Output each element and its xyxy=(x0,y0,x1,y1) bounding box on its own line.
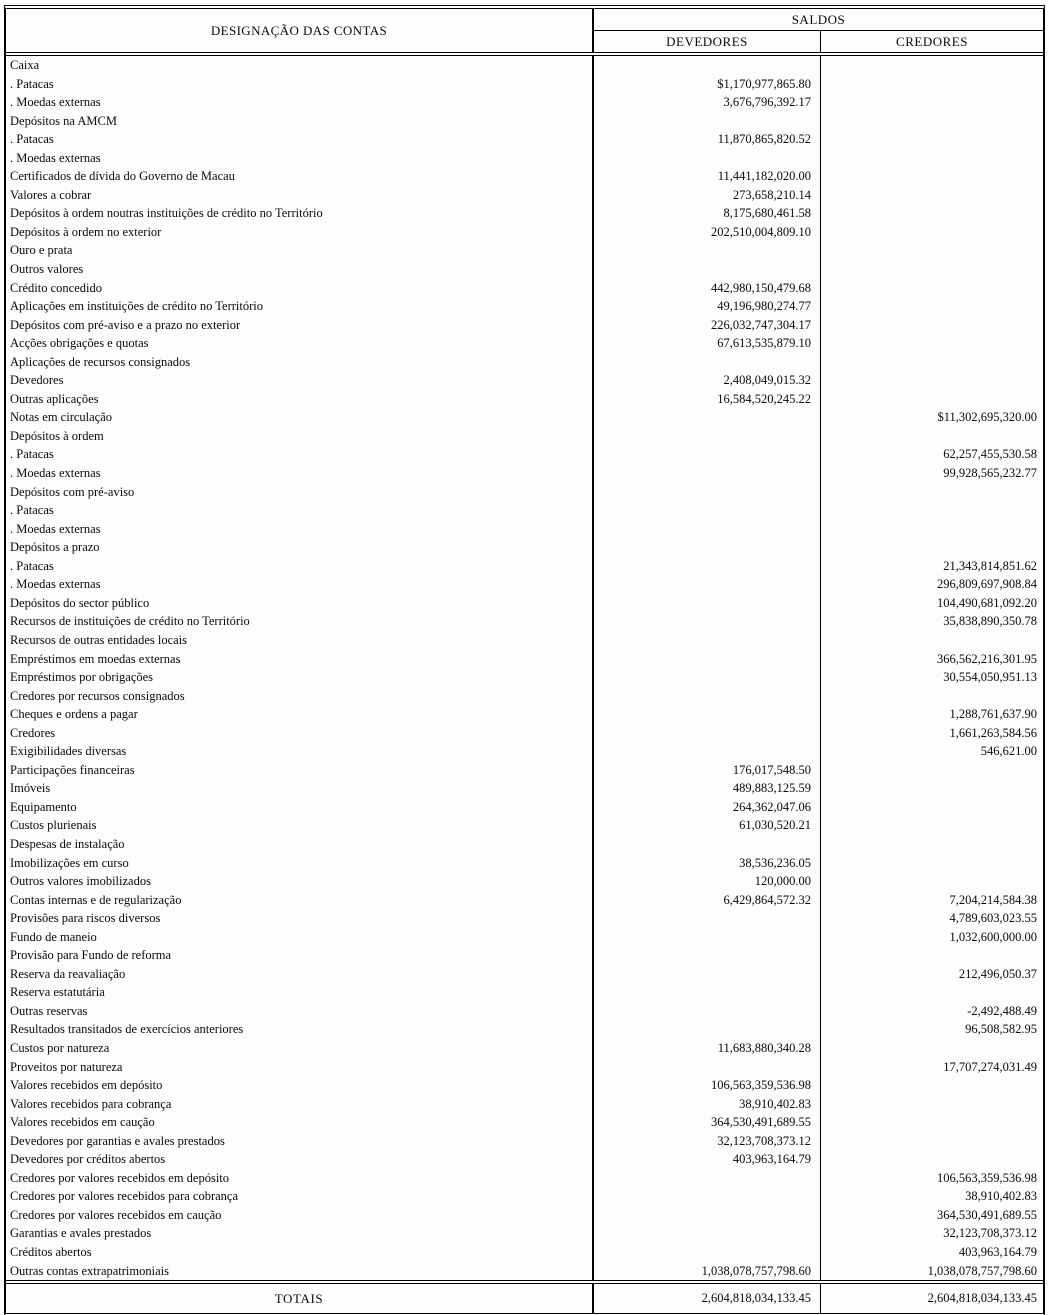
credores-value: 106,563,359,536.98 xyxy=(937,1170,1037,1185)
table-row xyxy=(6,575,1043,594)
devedores-value xyxy=(594,538,821,557)
account-label: Depósitos com pré-aviso e a prazo no exterior xyxy=(6,316,594,335)
credores-value xyxy=(821,149,1043,168)
devedores-value xyxy=(594,445,821,464)
credores-value xyxy=(821,130,1043,149)
account-label: Empréstimos em moedas externas xyxy=(6,650,594,669)
devedores-value xyxy=(594,983,821,1002)
devedores-value: 264,362,047.06 xyxy=(594,798,821,817)
devedores-value xyxy=(594,56,821,75)
credores-value xyxy=(821,779,1043,798)
header-saldos: SALDOS xyxy=(594,9,1043,31)
table-row xyxy=(6,928,1043,947)
credores-value: $11,302,695,320.00 xyxy=(937,410,1037,425)
table-row xyxy=(6,93,1043,112)
table-row xyxy=(6,167,1043,186)
table-row xyxy=(6,1058,1043,1077)
credores-value xyxy=(821,983,1043,1002)
account-label: Recursos de instituições de crédito no Território xyxy=(6,612,594,631)
table-row xyxy=(6,204,1043,223)
table-row xyxy=(6,223,1043,242)
totals-devedores-value: 2,604,818,034,133.45 xyxy=(594,1284,821,1313)
credores-value: 366,562,216,301.95 xyxy=(937,651,1037,666)
account-label: Fundo de maneio xyxy=(6,928,594,947)
table-row xyxy=(6,687,1043,706)
credores-value: 1,288,761,637.90 xyxy=(949,707,1037,722)
credores-value: 1,038,078,757,798.60 xyxy=(927,1263,1037,1278)
devedores-value: 226,032,747,304.17 xyxy=(594,316,821,335)
credores-value: 99,928,565,232.77 xyxy=(943,466,1037,481)
devedores-value: 49,196,980,274.77 xyxy=(594,297,821,316)
table-row xyxy=(6,816,1043,835)
account-label: Provisões para riscos diversos xyxy=(6,909,594,928)
devedores-value: 176,017,548.50 xyxy=(594,761,821,780)
account-label: . Patacas xyxy=(6,75,594,94)
table-row xyxy=(6,1206,1043,1225)
table-row xyxy=(6,779,1043,798)
devedores-value xyxy=(594,353,821,372)
totals-row xyxy=(6,1280,1043,1313)
account-label: Ouro e prata xyxy=(6,241,594,260)
account-label: Provisão para Fundo de reforma xyxy=(6,946,594,965)
credores-value xyxy=(821,1039,1043,1058)
credores-value xyxy=(821,56,1043,75)
account-label: Proveitos por natureza xyxy=(6,1058,594,1077)
devedores-value xyxy=(594,1187,821,1206)
credores-value: 32,123,708,373.12 xyxy=(943,1226,1037,1241)
account-label: Depósitos à ordem no exterior xyxy=(6,223,594,242)
devedores-value xyxy=(594,483,821,502)
devedores-value: 11,870,865,820.52 xyxy=(594,130,821,149)
devedores-value xyxy=(594,1169,821,1188)
table-row xyxy=(6,75,1043,94)
devedores-value xyxy=(594,650,821,669)
devedores-value xyxy=(594,260,821,279)
account-label: . Moedas externas xyxy=(6,149,594,168)
table-row xyxy=(6,316,1043,335)
account-label: Exigibilidades diversas xyxy=(6,742,594,761)
table-row xyxy=(6,650,1043,669)
credores-value xyxy=(821,316,1043,335)
devedores-value xyxy=(594,427,821,446)
table-row xyxy=(6,594,1043,613)
account-label: Valores recebidos em caução xyxy=(6,1113,594,1132)
devedores-value xyxy=(594,557,821,576)
table-row xyxy=(6,909,1043,928)
account-label: Equipamento xyxy=(6,798,594,817)
table-row xyxy=(6,557,1043,576)
account-label: . Moedas externas xyxy=(6,520,594,539)
credores-value xyxy=(821,687,1043,706)
credores-value xyxy=(821,816,1043,835)
devedores-value: 273,658,210.14 xyxy=(594,186,821,205)
devedores-value: 16,584,520,245.22 xyxy=(594,390,821,409)
header-credores: CREDORES xyxy=(896,34,968,49)
devedores-value xyxy=(594,520,821,539)
table-row xyxy=(6,464,1043,483)
devedores-value xyxy=(594,1224,821,1243)
credores-value xyxy=(821,241,1043,260)
account-label: Devedores por créditos abertos xyxy=(6,1150,594,1169)
credores-value xyxy=(821,371,1043,390)
credores-value: 35,838,890,350.78 xyxy=(943,614,1037,629)
credores-value xyxy=(821,1150,1043,1169)
table-row xyxy=(6,408,1043,427)
credores-value xyxy=(821,167,1043,186)
credores-value: 296,809,697,908.84 xyxy=(937,577,1037,592)
table-row xyxy=(6,483,1043,502)
table-row xyxy=(6,946,1043,965)
credores-value xyxy=(821,1095,1043,1114)
table-row xyxy=(6,186,1043,205)
table-row xyxy=(6,1187,1043,1206)
devedores-value: 38,910,402.83 xyxy=(594,1095,821,1114)
account-label: Cheques e ordens a pagar xyxy=(6,705,594,724)
account-label: Participações financeiras xyxy=(6,761,594,780)
table-row xyxy=(6,1113,1043,1132)
totals-label: TOTAIS xyxy=(6,1284,594,1313)
credores-value: 546,621.00 xyxy=(980,744,1037,759)
devedores-value xyxy=(594,742,821,761)
devedores-value: 489,883,125.59 xyxy=(594,779,821,798)
table-row xyxy=(6,612,1043,631)
devedores-value: 11,441,182,020.00 xyxy=(594,167,821,186)
credores-value: 96,508,582.95 xyxy=(965,1022,1037,1037)
account-label: Depósitos do sector público xyxy=(6,594,594,613)
account-label: Depósitos à ordem noutras instituições de crédito no Território xyxy=(6,204,594,223)
credores-value xyxy=(821,501,1043,520)
credores-value xyxy=(821,483,1043,502)
devedores-value xyxy=(594,575,821,594)
table-row xyxy=(6,872,1043,891)
table-row xyxy=(6,1224,1043,1243)
devedores-value xyxy=(594,668,821,687)
account-label: Outras aplicações xyxy=(6,390,594,409)
account-label: Imóveis xyxy=(6,779,594,798)
credores-value xyxy=(821,93,1043,112)
table-row xyxy=(6,705,1043,724)
credores-value xyxy=(821,204,1043,223)
credores-value xyxy=(821,260,1043,279)
account-label: Certificados de dívida do Governo de Macau xyxy=(6,167,594,186)
table-body xyxy=(6,56,1043,1280)
credores-value: 1,661,263,584.56 xyxy=(949,725,1037,740)
account-label: . Patacas xyxy=(6,501,594,520)
account-label: Despesas de instalação xyxy=(6,835,594,854)
account-label: Credores por valores recebidos para cobrança xyxy=(6,1187,594,1206)
table-row xyxy=(6,761,1043,780)
credores-value xyxy=(821,946,1043,965)
table-row xyxy=(6,56,1043,75)
table-row xyxy=(6,854,1043,873)
devedores-value: $1,170,977,865.80 xyxy=(594,75,821,94)
table-row xyxy=(6,538,1043,557)
account-label: Caixa xyxy=(6,56,594,75)
account-label: Credores xyxy=(6,724,594,743)
devedores-value: 3,676,796,392.17 xyxy=(594,93,821,112)
account-label: Credores por valores recebidos em depósito xyxy=(6,1169,594,1188)
account-label: Devedores por garantias e avales prestados xyxy=(6,1132,594,1151)
account-label: Notas em circulação xyxy=(6,408,594,427)
table-row xyxy=(6,668,1043,687)
account-label: . Moedas externas xyxy=(6,575,594,594)
credores-value xyxy=(821,798,1043,817)
account-label: Valores recebidos em depósito xyxy=(6,1076,594,1095)
account-label: Depósitos a prazo xyxy=(6,538,594,557)
devedores-value: 67,613,535,879.10 xyxy=(594,334,821,353)
devedores-value: 442,980,150,479.68 xyxy=(594,279,821,298)
devedores-value xyxy=(594,687,821,706)
account-label: Custos plurienais xyxy=(6,816,594,835)
credores-value: -2,492,488.49 xyxy=(967,1003,1037,1018)
account-label: Devedores xyxy=(6,371,594,390)
account-label: Valores a cobrar xyxy=(6,186,594,205)
devedores-value xyxy=(594,408,821,427)
credores-value xyxy=(821,1076,1043,1095)
table-row xyxy=(6,241,1043,260)
devedores-value xyxy=(594,1243,821,1262)
devedores-value xyxy=(594,909,821,928)
devedores-value: 364,530,491,689.55 xyxy=(594,1113,821,1132)
credores-value: 364,530,491,689.55 xyxy=(937,1207,1037,1222)
table-row xyxy=(6,371,1043,390)
credores-value xyxy=(821,538,1043,557)
account-label: Valores recebidos para cobrança xyxy=(6,1095,594,1114)
account-label: Outros valores imobilizados xyxy=(6,872,594,891)
devedores-value: 120,000.00 xyxy=(594,872,821,891)
devedores-value: 106,563,359,536.98 xyxy=(594,1076,821,1095)
credores-value xyxy=(821,427,1043,446)
credores-value xyxy=(821,334,1043,353)
balance-sheet-table xyxy=(4,5,1045,1315)
account-label: Depósitos à ordem xyxy=(6,427,594,446)
credores-value: 104,490,681,092.20 xyxy=(937,595,1037,610)
devedores-value: 6,429,864,572.32 xyxy=(594,891,821,910)
devedores-value xyxy=(594,965,821,984)
table-row xyxy=(6,427,1043,446)
account-label: Reserva da reavaliação xyxy=(6,965,594,984)
table-row xyxy=(6,297,1043,316)
totals-credores-value: 2,604,818,034,133.45 xyxy=(927,1291,1037,1306)
devedores-value xyxy=(594,149,821,168)
credores-value xyxy=(821,186,1043,205)
account-label: . Patacas xyxy=(6,557,594,576)
header-saldos-group xyxy=(594,9,1043,52)
account-label: Aplicações em instituições de crédito no Território xyxy=(6,297,594,316)
account-label: . Moedas externas xyxy=(6,464,594,483)
devedores-value: 11,683,880,340.28 xyxy=(594,1039,821,1058)
table-row xyxy=(6,1076,1043,1095)
account-label: Credores por recursos consignados xyxy=(6,687,594,706)
table-row xyxy=(6,445,1043,464)
table-row xyxy=(6,724,1043,743)
table-row xyxy=(6,1169,1043,1188)
credores-value: 21,343,814,851.62 xyxy=(943,558,1037,573)
credores-value: 62,257,455,530.58 xyxy=(943,447,1037,462)
devedores-value xyxy=(594,928,821,947)
devedores-value xyxy=(594,724,821,743)
devedores-value xyxy=(594,1002,821,1021)
credores-value xyxy=(821,854,1043,873)
credores-value xyxy=(821,631,1043,650)
devedores-value xyxy=(594,241,821,260)
table-row xyxy=(6,334,1043,353)
credores-value xyxy=(821,761,1043,780)
account-label: Garantias e avales prestados xyxy=(6,1224,594,1243)
devedores-value xyxy=(594,1206,821,1225)
table-row xyxy=(6,1020,1043,1039)
credores-value: 30,554,050,951.13 xyxy=(943,670,1037,685)
devedores-value: 38,536,236.05 xyxy=(594,854,821,873)
devedores-value xyxy=(594,464,821,483)
account-label: Contas internas e de regularização xyxy=(6,891,594,910)
account-label: Custos por natureza xyxy=(6,1039,594,1058)
devedores-value xyxy=(594,612,821,631)
credores-value xyxy=(821,520,1043,539)
devedores-value xyxy=(594,835,821,854)
account-label: Credores por valores recebidos em caução xyxy=(6,1206,594,1225)
devedores-value: 61,030,520.21 xyxy=(594,816,821,835)
table-row xyxy=(6,965,1043,984)
devedores-value: 1,038,078,757,798.60 xyxy=(594,1262,821,1281)
devedores-value: 403,963,164.79 xyxy=(594,1150,821,1169)
table-row xyxy=(6,112,1043,131)
account-label: . Moedas externas xyxy=(6,93,594,112)
account-label: Outras reservas xyxy=(6,1002,594,1021)
account-label: Outros valores xyxy=(6,260,594,279)
table-row xyxy=(6,1002,1043,1021)
credores-value xyxy=(821,223,1043,242)
table-row xyxy=(6,1095,1043,1114)
account-label: Crédito concedido xyxy=(6,279,594,298)
credores-value: 1,032,600,000.00 xyxy=(949,929,1037,944)
table-row xyxy=(6,149,1043,168)
credores-value: 212,496,050.37 xyxy=(958,966,1037,981)
credores-value xyxy=(821,390,1043,409)
devedores-value: 32,123,708,373.12 xyxy=(594,1132,821,1151)
account-label: Acções obrigações e quotas xyxy=(6,334,594,353)
credores-value xyxy=(821,1113,1043,1132)
devedores-value xyxy=(594,705,821,724)
credores-value: 7,204,214,584.38 xyxy=(949,892,1037,907)
devedores-value: 202,510,004,809.10 xyxy=(594,223,821,242)
table-row xyxy=(6,835,1043,854)
table-row xyxy=(6,798,1043,817)
account-label: Créditos abertos xyxy=(6,1243,594,1262)
table-row xyxy=(6,501,1043,520)
devedores-value xyxy=(594,501,821,520)
table-row xyxy=(6,1243,1043,1262)
table-row xyxy=(6,390,1043,409)
table-row xyxy=(6,891,1043,910)
credores-value xyxy=(821,297,1043,316)
account-label: Aplicações de recursos consignados xyxy=(6,353,594,372)
table-row xyxy=(6,130,1043,149)
table-row xyxy=(6,742,1043,761)
account-label: Reserva estatutária xyxy=(6,983,594,1002)
account-label: Outras contas extrapatrimoniais xyxy=(6,1262,594,1281)
credores-value xyxy=(821,75,1043,94)
account-label: Empréstimos por obrigações xyxy=(6,668,594,687)
table-row xyxy=(6,1262,1043,1281)
credores-value: 403,963,164.79 xyxy=(958,1245,1037,1259)
table-row xyxy=(6,279,1043,298)
header-saldos-columns xyxy=(594,31,1043,52)
table-row xyxy=(6,631,1043,650)
credores-value xyxy=(821,872,1043,891)
credores-value xyxy=(821,112,1043,131)
table-row xyxy=(6,1150,1043,1169)
credores-value xyxy=(821,835,1043,854)
account-label: Depósitos na AMCM xyxy=(6,112,594,131)
account-label: Resultados transitados de exercícios anteriores xyxy=(6,1020,594,1039)
table-row xyxy=(6,983,1043,1002)
devedores-value: 8,175,680,461.58 xyxy=(594,204,821,223)
devedores-value xyxy=(594,112,821,131)
table-row xyxy=(6,353,1043,372)
account-label: . Patacas xyxy=(6,130,594,149)
credores-value: 4,789,603,023.55 xyxy=(949,911,1037,926)
devedores-value xyxy=(594,594,821,613)
account-label: . Patacas xyxy=(6,445,594,464)
credores-value xyxy=(821,279,1043,298)
table-header xyxy=(6,9,1043,56)
account-label: Recursos de outras entidades locais xyxy=(6,631,594,650)
table-row xyxy=(6,1132,1043,1151)
credores-value xyxy=(821,353,1043,372)
table-row xyxy=(6,520,1043,539)
table-row xyxy=(6,1039,1043,1058)
devedores-value xyxy=(594,1058,821,1077)
account-label: Imobilizações em curso xyxy=(6,854,594,873)
devedores-value xyxy=(594,1020,821,1039)
credores-value: 38,910,402.83 xyxy=(965,1189,1037,1204)
credores-value xyxy=(821,1132,1043,1151)
devedores-value: 2,408,049,015.32 xyxy=(594,371,821,390)
devedores-value xyxy=(594,946,821,965)
header-devedores: DEVEDORES xyxy=(594,31,821,52)
devedores-value xyxy=(594,631,821,650)
credores-value: 17,707,274,031.49 xyxy=(943,1059,1037,1074)
header-designacao-das-contas: DESIGNAÇÃO DAS CONTAS xyxy=(6,9,594,52)
account-label: Depósitos com pré-aviso xyxy=(6,483,594,502)
table-row xyxy=(6,260,1043,279)
